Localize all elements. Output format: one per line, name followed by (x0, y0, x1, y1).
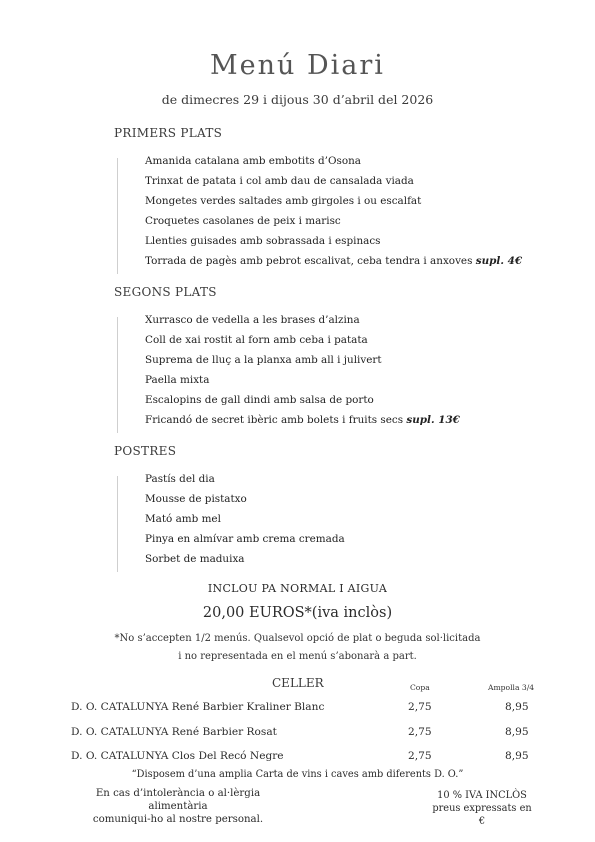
menu-item (145, 354, 382, 366)
menu-item (145, 195, 421, 207)
wine-name: D. O. CATALUNYA René Barbier Rosat (71, 726, 277, 738)
menu-title: Menú Diari (210, 50, 385, 81)
menu-item (145, 255, 522, 267)
iva-notice (430, 789, 534, 828)
section-divider (117, 476, 118, 572)
menu-note-line-1: *No s’accepten 1/2 menús. Qualsevol opció de plat o beguda sol·licitada (114, 633, 481, 644)
menu-item-name: Trinxat de patata i col amb dau de cansalada viada (145, 175, 414, 187)
section-heading: PRIMERS PLATS (114, 126, 223, 140)
menu-item (145, 533, 345, 545)
wine-copa-price: 2,75 (408, 726, 432, 738)
wine-list-note: “Disposem d’una amplia Carta de vins i caves amb diferents D. O.” (131, 769, 464, 780)
wine-copa-price: 2,75 (408, 701, 432, 713)
supplement-price: supl. 4€ (475, 255, 523, 267)
menu-dates: de dimecres 29 i dijous 30 d’abril del 2026 (161, 92, 434, 107)
wine-name: D. O. CATALUNYA Clos Del Recó Negre (71, 750, 284, 762)
section-heading: POSTRES (114, 444, 177, 458)
allergy-line-2: comuniqui-ho al nostre personal. (92, 814, 264, 825)
menu-note-line-2: i no representada en el menú s’abonarà a part. (178, 651, 417, 662)
iva-line-1: 10 % IVA INCLÒS (437, 790, 527, 801)
menu-item (145, 394, 374, 406)
allergy-line-1: En cas d’intolerància o al·lèrgia alimentària (95, 788, 261, 812)
celler-heading: CELLER (272, 676, 324, 690)
iva-line-2: preus expressats en € (432, 803, 532, 827)
allergy-notice (78, 787, 278, 826)
supplement-price: supl. 13€ (406, 414, 460, 426)
menu-item (145, 314, 360, 326)
includes-text: INCLOU PA NORMAL I AIGUA (207, 582, 388, 595)
menu-item-name: Escalopins de gall dindi amb salsa de porto (145, 394, 374, 406)
menu-item (145, 473, 215, 485)
menu-item (145, 215, 341, 227)
menu-item-name: Coll de xai rostit al forn amb ceba i patata (145, 334, 368, 346)
menu-item-name: Xurrasco de vedella a les brases d’alzina (145, 314, 360, 326)
menu-price: 20,00 EUROS*(iva inclòs) (202, 605, 393, 621)
section-divider (117, 317, 118, 433)
wine-ampolla-price: 8,95 (505, 726, 529, 738)
menu-item-name: Mousse de pistatxo (145, 493, 247, 505)
ampolla-column-header: Ampolla 3/4 (488, 683, 535, 692)
menu-item-name: Sorbet de maduixa (145, 553, 245, 565)
menu-item (145, 414, 460, 426)
menu-item-name: Amanida catalana amb embotits d’Osona (145, 155, 361, 167)
menu-item (145, 493, 247, 505)
menu-item (145, 155, 361, 167)
menu-item (145, 334, 368, 346)
menu-item-name: Mongetes verdes saltades amb girgoles i ou escalfat (145, 195, 422, 207)
wine-copa-price: 2,75 (408, 750, 432, 762)
menu-item-name: Croquetes casolanes de peix i marisc (145, 215, 341, 227)
menu-item (145, 175, 414, 187)
menu-item (145, 513, 221, 525)
menu-item-name: Pinya en almívar amb crema cremada (145, 533, 345, 545)
menu-item-name: Fricandó de secret ibèric amb bolets i fruits secs (145, 414, 407, 426)
menu-item (145, 553, 245, 565)
wine-name: D. O. CATALUNYA René Barbier Kraliner Blanc (71, 701, 325, 713)
menu-item-name: Pastís del dia (145, 473, 215, 485)
menu-item-name: Llenties guisades amb sobrassada i espinacs (145, 235, 381, 247)
menu-item-name: Paella mixta (145, 374, 210, 386)
menu-item-name: Suprema de lluç a la planxa amb all i julivert (145, 354, 382, 366)
copa-column-header: Copa (410, 683, 430, 692)
menu-item-name: Mató amb mel (145, 513, 221, 525)
section-heading: SEGONS PLATS (114, 285, 217, 299)
menu-item (145, 235, 381, 247)
menu-item (145, 374, 209, 386)
wine-ampolla-price: 8,95 (505, 750, 529, 762)
wine-ampolla-price: 8,95 (505, 701, 529, 713)
section-divider (117, 158, 118, 274)
menu-item-name: Torrada de pagès amb pebrot escalivat, ceba tendra i anxoves (145, 255, 476, 267)
